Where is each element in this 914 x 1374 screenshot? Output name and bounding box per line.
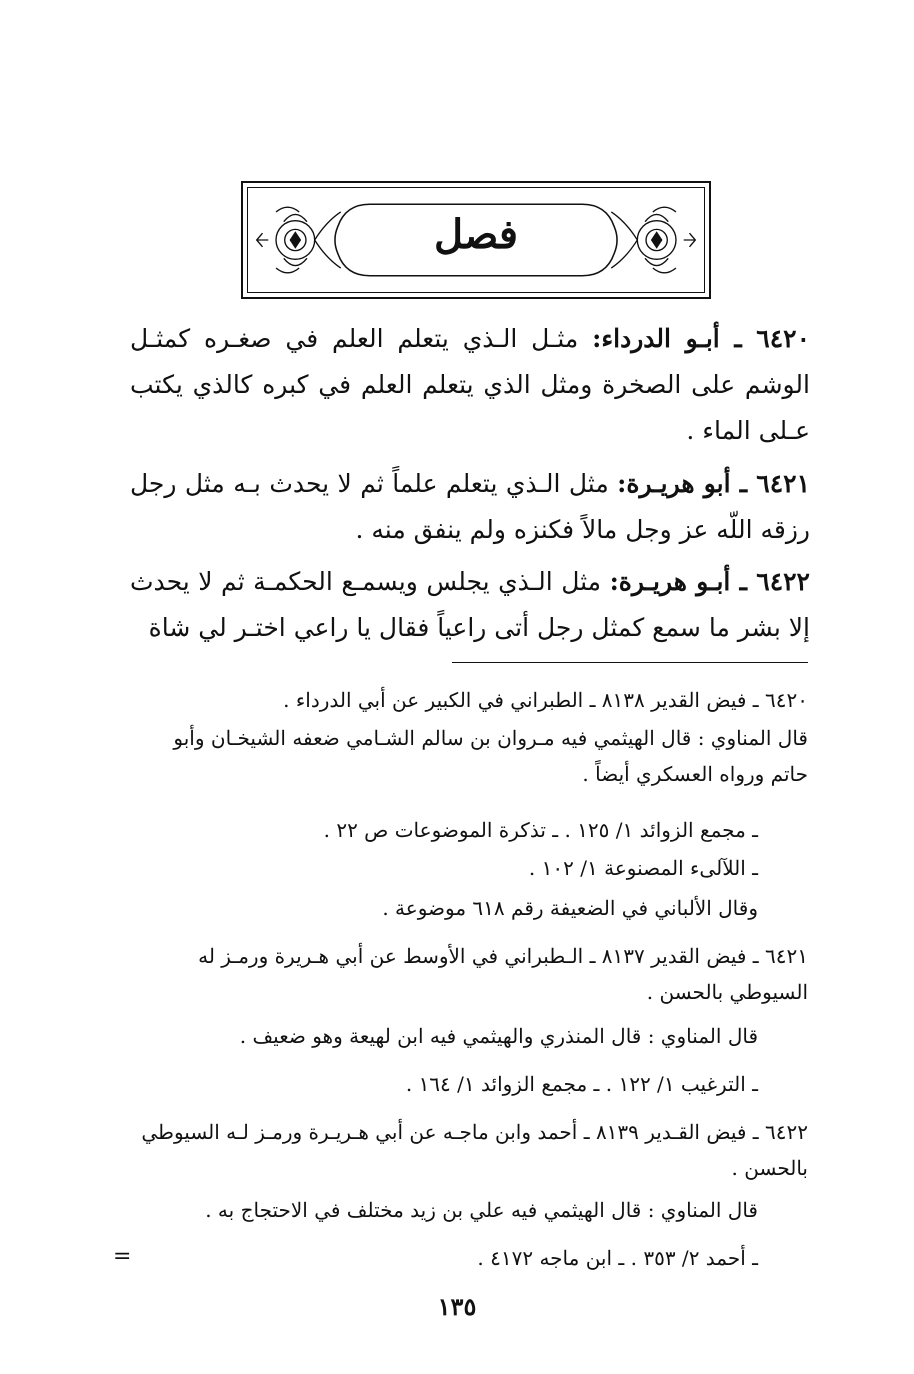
footnote-divider xyxy=(452,662,808,663)
hadith-text: مثـل الـذي يتعلم العلم في صغـره كمثـل الوشم على الصخرة ومثل الذي يتعلم العلم في كبره كالذي يكتب عـلى الماء . xyxy=(130,324,810,445)
footnote-line: قال المناوي : قال الهيثمي فيه علي بن زيد مختلف في الاحتجاج به . xyxy=(205,1198,758,1222)
footnote-line: ـ الترغيب ١/ ١٢٢ . ـ مجمع الزوائد ١/ ١٦٤ . xyxy=(405,1072,758,1096)
footnote-line: ـ أحمد ٢/ ٣٥٣ . ـ ابن ماجه ٤١٧٢ . xyxy=(477,1246,758,1270)
hadith-number: ٦٤٢٢ ـ أبـو هريـرة: xyxy=(609,567,810,596)
footnote-line: قال المناوي : قال الهيثمي فيه مـروان بن سالم الشـامي ضعفه الشيخـان وأبو حاتم ورواه العسكري أيضاً . xyxy=(173,726,808,786)
footnote-line: ٦٤٢٢ ـ فيض القـدير ٨١٣٩ ـ أحمد وابن ماجـه عن أبي هـريـرة ورمـز لـه السيوطي بالحسن . xyxy=(141,1120,808,1180)
hadith-6421 xyxy=(130,461,810,553)
footnote-line: ٦٤٢١ ـ فيض القدير ٨١٣٧ ـ الـطبراني في الأوسط عن أبي هـريرة ورمـز له السيوطي بالحسن . xyxy=(198,944,808,1004)
continuation-mark: = xyxy=(113,1244,132,1269)
chapter-title: فصل xyxy=(433,211,519,258)
hadith-number: ٦٤٢١ ـ أبو هريـرة: xyxy=(617,469,810,498)
footnote-line: وقال الألباني في الضعيفة رقم ٦١٨ موضوعة . xyxy=(382,896,758,920)
footnote-line: قال المناوي : قال المنذري والهيثمي فيه ابن لهيعة وهو ضعيف . xyxy=(239,1024,758,1048)
hadith-text: مثل الـذي يتعلم علماً ثم لا يحدث بـه مثل رجل رزقه اللّه عز وجل مالاً فكنزه ولم ينفق منه . xyxy=(130,469,810,544)
hadith-text: مثل الـذي يجلس ويسمـع الحكمـة ثم لا يحدث إلا بشر ما سمع كمثل رجل أتى راعياً فقال يا راعي اختـر لي شاة xyxy=(130,567,810,642)
footnote-line: ـ اللآلىء المصنوعة ١/ ١٠٢ . xyxy=(528,856,758,880)
page-number: ١٣٥ xyxy=(437,1292,477,1321)
footnote-line: ـ مجمع الزوائد ١/ ١٢٥ . ـ تذكرة الموضوعات ص ٢٢ . xyxy=(323,818,758,842)
hadith-6422 xyxy=(130,559,810,651)
footnote-line: ٦٤٢٠ ـ فيض القدير ٨١٣٨ ـ الطبراني في الكبير عن أبي الدرداء . xyxy=(283,688,808,712)
hadith-number: ٦٤٢٠ ـ أبـو الدرداء: xyxy=(592,324,810,353)
chapter-header-frame xyxy=(241,181,711,299)
hadith-6420 xyxy=(130,316,810,454)
